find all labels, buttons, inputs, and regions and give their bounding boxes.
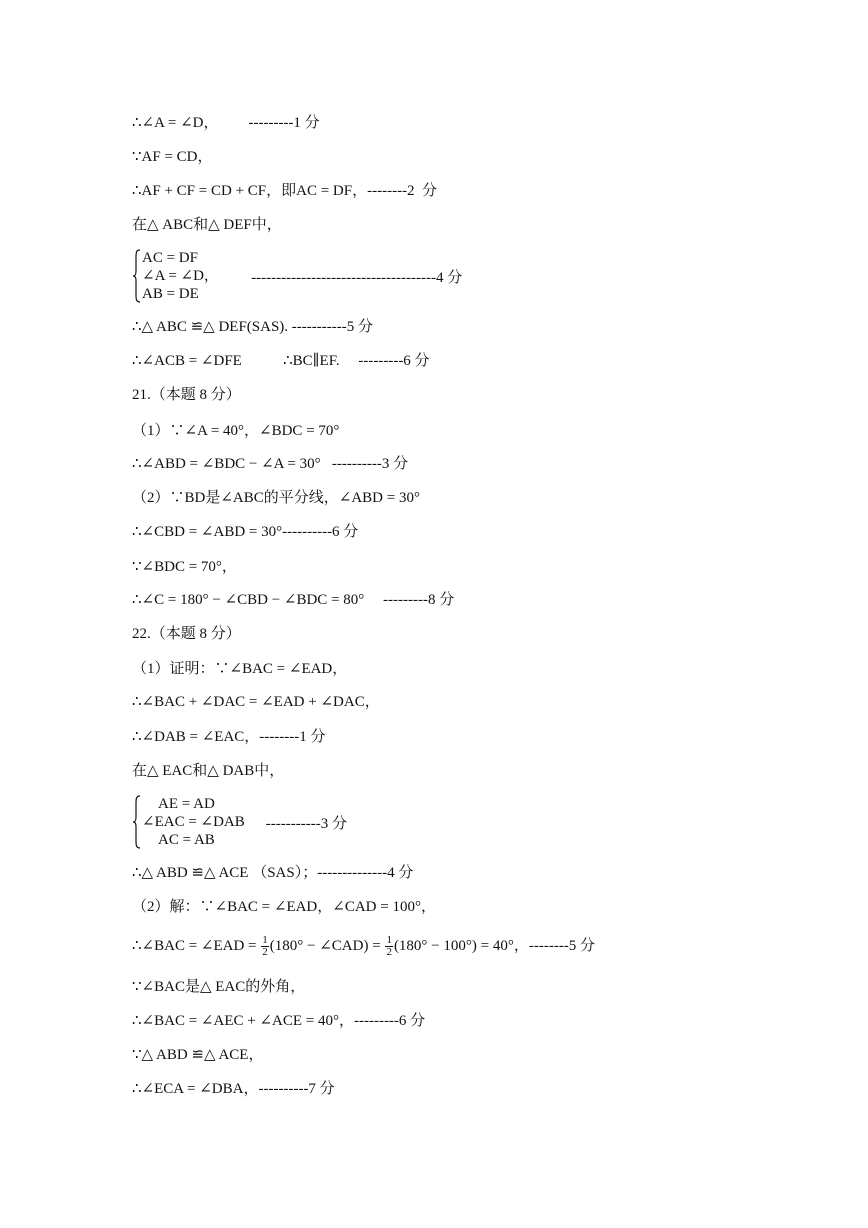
- proof-line-19: ∵∠BAC是△ EAC的外角，: [132, 979, 306, 995]
- proof-line-7: （1）∵∠A = 40°，∠BDC = 70°: [132, 423, 340, 439]
- proof-line-9: （2）∵BD是∠ABC的平分线，∠ABD = 30°: [132, 490, 420, 506]
- proof-line-8: ∴∠ABD = ∠BDC − ∠A = 30° ----------3 分: [132, 456, 409, 472]
- proof-line-13: （1）证明：∵∠BAC = ∠EAD，: [132, 661, 348, 677]
- system-2-score: -----------3 分: [250, 815, 347, 832]
- left-brace-icon: [132, 249, 142, 303]
- fraction-denominator: 2: [386, 946, 392, 959]
- fraction-one-half: [261, 935, 269, 958]
- system-2-rows: [142, 795, 245, 849]
- fraction-denominator: 2: [262, 946, 268, 959]
- proof-line-12: ∴∠C = 180° − ∠CBD − ∠BDC = 80° ---------8 分: [132, 592, 455, 608]
- fraction-numerator: 1: [386, 934, 392, 947]
- proof-line-20: ∴∠BAC = ∠AEC + ∠ACE = 40°，---------6 分: [132, 1013, 426, 1029]
- fraction-equation-line: [132, 934, 595, 958]
- system-1-row: AB = DE: [142, 286, 199, 302]
- proof-line-4: 在△ ABC和△ DEF中，: [132, 217, 282, 233]
- proof-line-2: ∵AF = CD，: [132, 149, 213, 165]
- proof-line-14: ∴∠BAC + ∠DAC = ∠EAD + ∠DAC，: [132, 694, 380, 710]
- fraction-line-middle: (180° − ∠CAD) =: [269, 938, 385, 954]
- system-2-row: AC = AB: [158, 832, 215, 848]
- system-1-row: AC = DF: [142, 250, 198, 266]
- fraction-numerator: 1: [262, 934, 268, 947]
- proof-line-18: （2）解：∵∠BAC = ∠EAD，∠CAD = 100°，: [132, 899, 436, 915]
- fraction-line-suffix: (180° − 100°) = 40°，--------5 分: [393, 938, 596, 954]
- proof-line-15: ∴∠DAB = ∠EAC，--------1 分: [132, 729, 326, 745]
- proof-line-1: ∴∠A = ∠D， ---------1 分: [132, 115, 320, 131]
- section-heading-21: 21.（本题 8 分）: [132, 387, 241, 403]
- system-2-row: AE = AD: [158, 796, 215, 812]
- proof-line-16: 在△ EAC和△ DAB中，: [132, 763, 285, 779]
- proof-line-11: ∵∠BDC = 70°，: [132, 559, 237, 575]
- proof-line-5: ∴△ ABC ≌△ DEF(SAS). -----------5 分: [132, 319, 373, 335]
- system-1-row: ∠A = ∠D，: [142, 268, 219, 284]
- fraction-line-prefix: ∴∠BAC = ∠EAD =: [132, 938, 261, 954]
- system-1-rows: [142, 249, 219, 303]
- system-2-row: ∠EAC = ∠DAB: [142, 814, 245, 830]
- proof-line-10: ∴∠CBD = ∠ABD = 30°----------6 分: [132, 524, 359, 540]
- proof-line-6: ∴∠ACB = ∠DFE ∴BC∥EF. ---------6 分: [132, 353, 430, 369]
- proof-line-21: ∵△ ABD ≌△ ACE，: [132, 1047, 264, 1063]
- equation-system-1: [132, 249, 462, 303]
- left-brace-icon: [132, 795, 142, 849]
- section-heading-22: 22.（本题 8 分）: [132, 626, 241, 642]
- proof-line-3: ∴AF + CF = CD + CF，即AC = DF，--------2 分: [132, 183, 438, 199]
- fraction-one-half: [385, 935, 393, 958]
- equation-system-2: [132, 795, 347, 849]
- system-1-score: -------------------------------------4 分: [224, 269, 463, 286]
- proof-line-17: ∴△ ABD ≌△ ACE （SAS）；--------------4 分: [132, 865, 414, 881]
- proof-line-22: ∴∠ECA = ∠DBA，----------7 分: [132, 1081, 335, 1097]
